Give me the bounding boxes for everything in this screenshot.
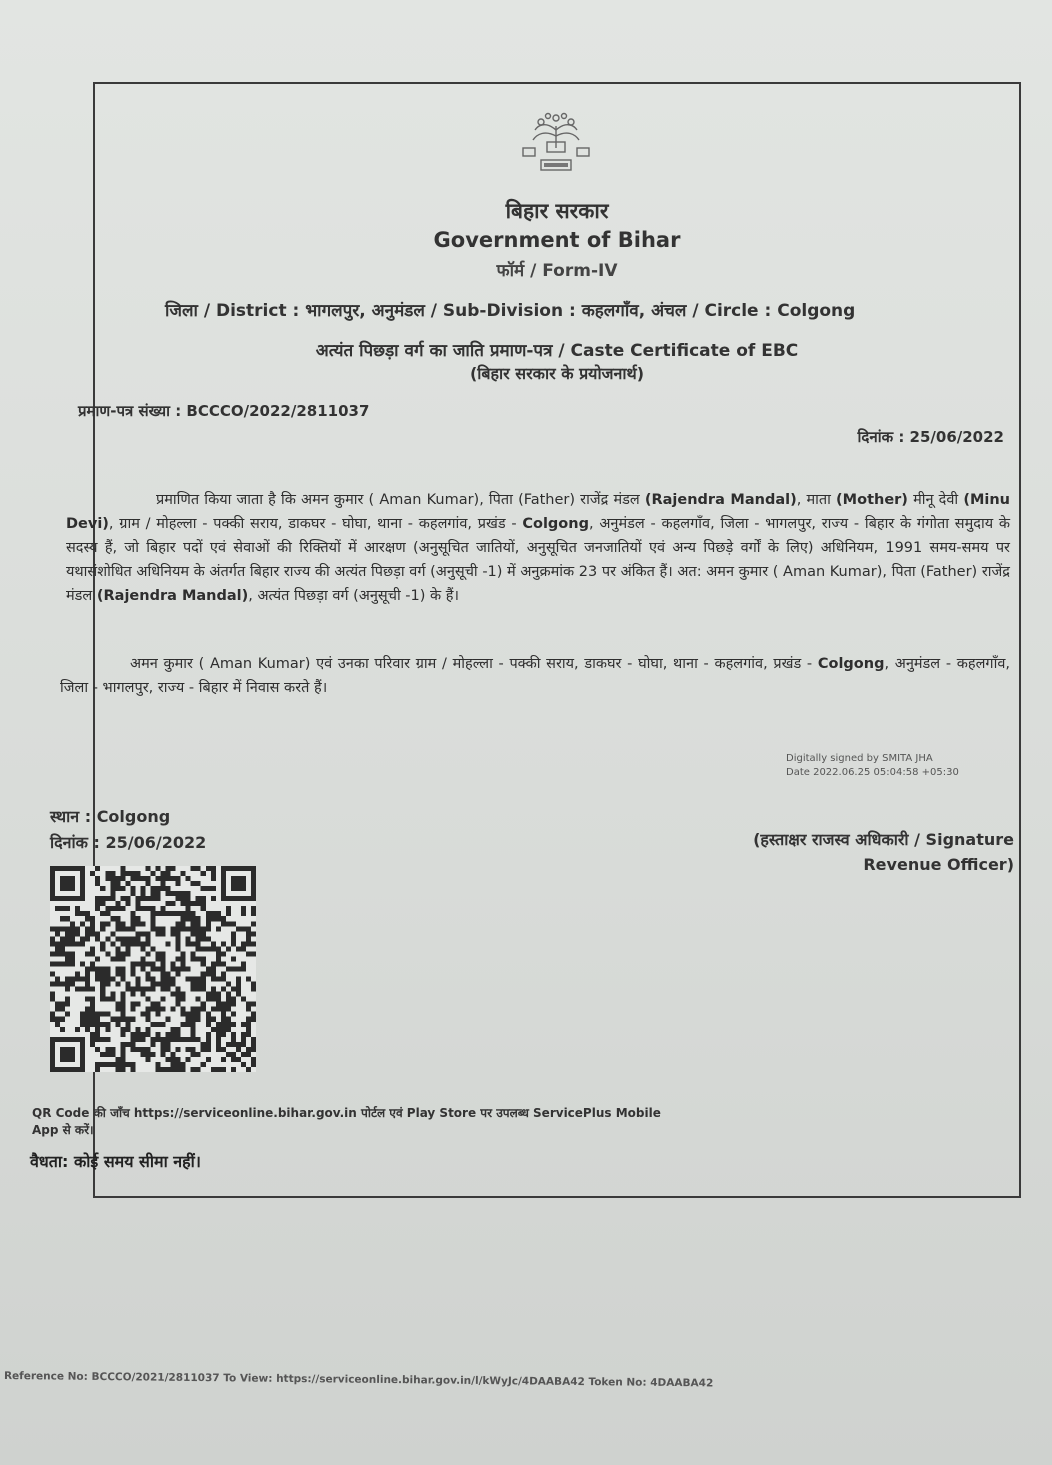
body-text: प्रमाणित किया जाता है कि अमन कुमार ( Aman Kumar), पिता (Father) राजेंद्र मंडल: [156, 492, 645, 508]
body-text: , अनुमंडल - कहलगाँव, जिला - भागलपुर, राज्य - बिहार के गंगोता समुदाय के सदस्य हैं, जो बिहार पदों एवं सेवाओं की रिक्तियों में आरक्षण (अनुसूचित जातियों, अनुसूचित जनजातियों एवं अन्य पिछड़े वर्गों के लिए) अधिनियम, 1991 समय-समय पर यथासंशोधित अधिनियम के अंतर्गत बिहार राज्य की अत्यंत पिछड़ा वर्ग (अनुसूची -1) में अनुक्रमांक 23 पर अंकित हैं। अत: अमन कुमार ( Aman Kumar), पिता (Father) राजेंद्र मंडल: [66, 516, 1010, 604]
mother-label: (Mother): [836, 492, 908, 508]
father-name-en: (Rajendra Mandal): [644, 492, 797, 508]
header-hindi-title: बिहार सरकार: [505, 199, 609, 223]
digital-signature-line: Digitally signed by SMITA JHA: [786, 753, 933, 764]
header-certificate-title: अत्यंत पिछड़ा वर्ग का जाति प्रमाण-पत्र / Caste Certificate of EBC: [315, 341, 799, 361]
body-text: , माता: [796, 492, 837, 508]
header-form-label: फॉर्म / Form-IV: [496, 261, 618, 281]
bihar-emblem-icon: [517, 108, 595, 178]
header-district-line: जिला / District : भागलपुर, अनुमंडल / Sub-Division : कहलगाँव, अंचल / Circle : Colgong: [165, 301, 856, 321]
place-label: स्थान : Colgong: [50, 807, 171, 826]
certificate-date: दिनांक : 25/06/2022: [857, 428, 1004, 446]
signature-label: (हस्ताक्षर राजस्व अधिकारी / Signature: [753, 830, 1014, 849]
qr-code-icon: [50, 866, 256, 1072]
certificate-body-paragraph-2: [60, 652, 1010, 700]
digital-signature: [786, 752, 959, 780]
reference-footer: Reference No: BCCCO/2021/2811037 To View: https://serviceonline.bihar.gov.in/l/kWyJc/4DAABA42 Token No: 4DAABA42: [3, 1370, 714, 1390]
validity-note: वैधता: कोई समय सीमा नहीं।: [30, 1152, 201, 1171]
certificate-number: प्रमाण-पत्र संख्या : BCCCO/2022/2811037: [78, 402, 370, 420]
signature-title: Revenue Officer): [863, 855, 1014, 874]
footer-date: दिनांक : 25/06/2022: [50, 833, 207, 852]
body-text: , ग्राम / मोहल्ला - पक्की सराय, डाकघर - घोघा, थाना - कहलगांव, प्रखंड -: [108, 516, 523, 532]
body-text: , अनुमंडल - कहलगाँव, जिला - भागलपुर, राज्य - बिहार में निवास करते हैं।: [60, 656, 1010, 696]
header-purpose: (बिहार सरकार के प्रयोजनार्थ): [469, 364, 645, 383]
mother-name-en: (Minu Devi): [66, 492, 1010, 532]
digital-signature-date: Date 2022.06.25 05:04:58 +05:30: [786, 767, 959, 778]
father-name-en: (Rajendra Mandal): [96, 588, 249, 604]
body-text: , अत्यंत पिछड़ा वर्ग (अनुसूची -1) के हैं।: [248, 588, 459, 604]
block-name: Colgong: [817, 656, 885, 672]
body-text: मीनू देवी: [907, 492, 964, 508]
header-government-title: Government of Bihar: [433, 228, 681, 252]
qr-verification-note: QR Code की जाँच https://serviceonline.bihar.gov.in पोर्टल एवं Play Store पर उपलब्ध ServicePlus Mobile App से करें।: [32, 1106, 661, 1137]
block-name: Colgong: [522, 516, 589, 532]
certificate-body-paragraph-1: [66, 488, 1010, 608]
body-text: अमन कुमार ( Aman Kumar) एवं उनका परिवार ग्राम / मोहल्ला - पक्की सराय, डाकघर - घोघा, थाना - कहलगांव, प्रखंड -: [130, 656, 818, 672]
